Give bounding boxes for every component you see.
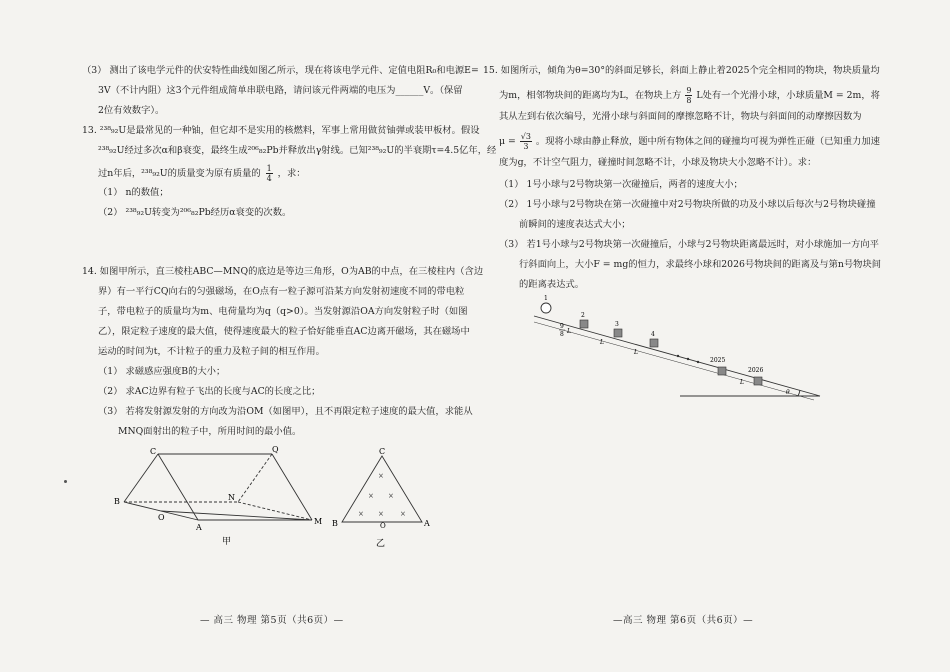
point-Q: Q (272, 445, 279, 454)
point-A: A (424, 519, 430, 528)
edge-CA (158, 454, 198, 520)
q12-part3-line1: （3） 测出了该电学元件的伏安特性曲线如图乙所示，现在将该电学元件、定值电阻R₀和电源E= (82, 65, 479, 76)
q14-line5: 运动的时间为t，不计粒子的重力及粒子间的相互作用。 (98, 346, 325, 357)
block-2026 (754, 377, 762, 385)
label-2026: 2026 (748, 367, 764, 374)
fraction-nine-eighths: $\frac{9}{8}$ (686, 86, 692, 105)
q15-line2: 为m，相邻物块间的距离均为L，在物块上方 $\frac{9}{8}$ L处有一个光滑小球，小球质量M = 2m，将 (499, 86, 880, 105)
q15-sub3-line3: 的距离表达式。 (519, 279, 585, 290)
label-4: 4 (651, 331, 655, 338)
footer-page-5: — 高三 物理 第5页（共6页）— (200, 615, 344, 626)
edge-QN (238, 454, 272, 502)
q14-sub1: （1） 求磁感应强度B的大小； (98, 366, 226, 377)
point-O: O (380, 522, 386, 530)
figure-jia-prism (110, 440, 340, 550)
q14-sub3-line2: MNQ面射出的粒子中，所用时间的最小值。 (118, 426, 302, 437)
figure-yi-triangle (330, 444, 430, 552)
label-3: 3 (615, 321, 619, 328)
label-2: 2 (581, 312, 585, 319)
field-cross: × (378, 472, 384, 480)
incline-hatch-line (534, 322, 814, 400)
label-2025: 2025 (710, 357, 726, 364)
q12-part3-line3: 2位有效数字）。 (98, 105, 165, 116)
block-3 (614, 329, 622, 337)
block-2025 (718, 367, 726, 375)
q15-line1: 15. 如图所示，倾角为θ=30°的斜面足够长，斜面上静止着2025个完全相同的物块，物块质量均 (483, 65, 880, 76)
q15-sub3-line2: 行斜面向上，大小F = mg的恒力，求最终小球和2026号物块间的距离及与第n号物块间 (519, 259, 882, 270)
q15-line3: 其从左到右依次编号，光滑小球与斜面间的摩擦忽略不计，物块与斜面间的动摩擦因数为 (499, 111, 862, 122)
q13-line1: 13. ²³⁸₉₂U是最常见的一种铀，但它却不是实用的核燃料，军事上常用做贫铀弹或装甲板材。假设 (82, 125, 480, 136)
ball-1 (541, 303, 551, 313)
q15-sub2-line2: 前瞬间的速度表达式大小； (519, 219, 631, 230)
point-A: A (196, 523, 202, 532)
theta-arc (798, 390, 800, 396)
point-N: N (228, 493, 235, 502)
footer-page-6: —高三 物理 第6页（共6页）— (613, 615, 754, 626)
block-4 (650, 339, 658, 347)
point-C: C (150, 447, 157, 456)
edge-CB (124, 454, 158, 502)
dist-L: L (567, 328, 571, 335)
q13-line3: 过n年后，²³⁸₉₂U的质量变为原有质量的 $\frac{1}{4}$ ，求： (98, 164, 306, 183)
ellipsis-dot (697, 361, 699, 363)
theta-label: θ (786, 389, 790, 396)
seg-L: L (600, 339, 604, 346)
field-cross: × (400, 510, 406, 518)
scan-mark (64, 480, 67, 483)
field-cross: × (368, 492, 374, 500)
q13-sub1: （1） n的数值； (98, 187, 169, 198)
field-cross: × (378, 510, 384, 518)
field-cross: × (358, 510, 364, 518)
point-C: C (379, 447, 386, 456)
fraction-one-quarter: $\frac{1}{4}$ (266, 164, 272, 183)
seg-L: L (634, 349, 638, 356)
point-B: B (114, 497, 120, 506)
q14-line4: 乙），限定粒子速度的最大值，使得速度最大的粒子恰好能垂直AC边离开磁场，其在磁场中 (98, 326, 470, 337)
q12-part3-line2: 3V（不计内阻）这3个元件组成简单串联电路，请问该元件两端的电压为______V。（保留 (98, 85, 463, 96)
q14-line3: 子，带电粒子的质量均为m、电荷量均为q（q>0）。当发射源沿OA方向发射粒子时（如图 (98, 306, 468, 317)
q14-line2: 界）有一平行CQ向右的匀强磁场，在O点有一粒子源可沿某方向发射初速度不同的带电粒 (98, 286, 465, 297)
dist-frac-den: 8 (560, 331, 564, 338)
dist-frac-num: 9 (560, 323, 564, 330)
ellipsis-dot (677, 355, 679, 357)
q15-line4: μ = $\frac{√3}{3}$ 。现将小球由静止释放，题中所有物体之间的碰撞均可视为弹性正碰（已知重力加速 (499, 132, 880, 151)
fraction-mu: $\frac{√3}{3}$ (520, 132, 531, 151)
q14-sub2: （2） 求AC边界有粒子飞出的长度与AC的长度之比； (98, 386, 321, 397)
figure-incline (530, 292, 830, 404)
q14-sub3-line1: （3） 若将发射源发射的方向改为沿OM（如图甲），且不再限定粒子速度的最大值，求能从 (98, 406, 473, 417)
edge-NM (238, 502, 312, 520)
point-O: O (158, 513, 165, 522)
figure-yi-label: 乙 (376, 539, 386, 549)
block-2 (580, 320, 588, 328)
point-M: M (314, 517, 323, 526)
q15-sub1: （1） 1号小球与2号物块第一次碰撞后，两者的速度大小； (499, 179, 743, 190)
q15-sub2-line1: （2） 1号小球与2号物块在第一次碰撞中对2号物块所做的功及小球以后每次与2号物块碰撞 (499, 199, 876, 210)
figure-jia-label: 甲 (222, 537, 232, 547)
q15-sub3-line1: （3） 若1号小球与2号物块第一次碰撞后，小球与2号物块距离最远时，对小球施加一方向平 (499, 239, 879, 250)
seg-L: L (740, 379, 744, 386)
field-cross: × (388, 492, 394, 500)
q13-sub2: （2） ²³⁸₉₂U转变为²⁰⁶₈₂Pb经历α衰变的次数。 (98, 207, 292, 218)
ellipsis-dot (687, 358, 689, 360)
right-page (475, 0, 950, 672)
q13-line2: ²³⁸₉₂U经过多次α和β衰变，最终生成²⁰⁶₈₂Pb并释放出γ射线。已知²³⁸₉₂U的半衰期τ=4.5亿年，经 (98, 145, 497, 156)
edge-QM (272, 454, 312, 520)
q15-line5: 度为g，不计空气阻力，碰撞时间忽略不计，小球及物块大小忽略不计）。求： (499, 157, 817, 168)
label-1: 1 (544, 295, 548, 302)
q14-line1: 14. 如图甲所示，直三棱柱ABC—MNQ的底边是等边三角形，O为AB的中点，在三棱柱内（含边 (82, 266, 484, 277)
point-B: B (332, 519, 338, 528)
line-OM (161, 511, 312, 520)
